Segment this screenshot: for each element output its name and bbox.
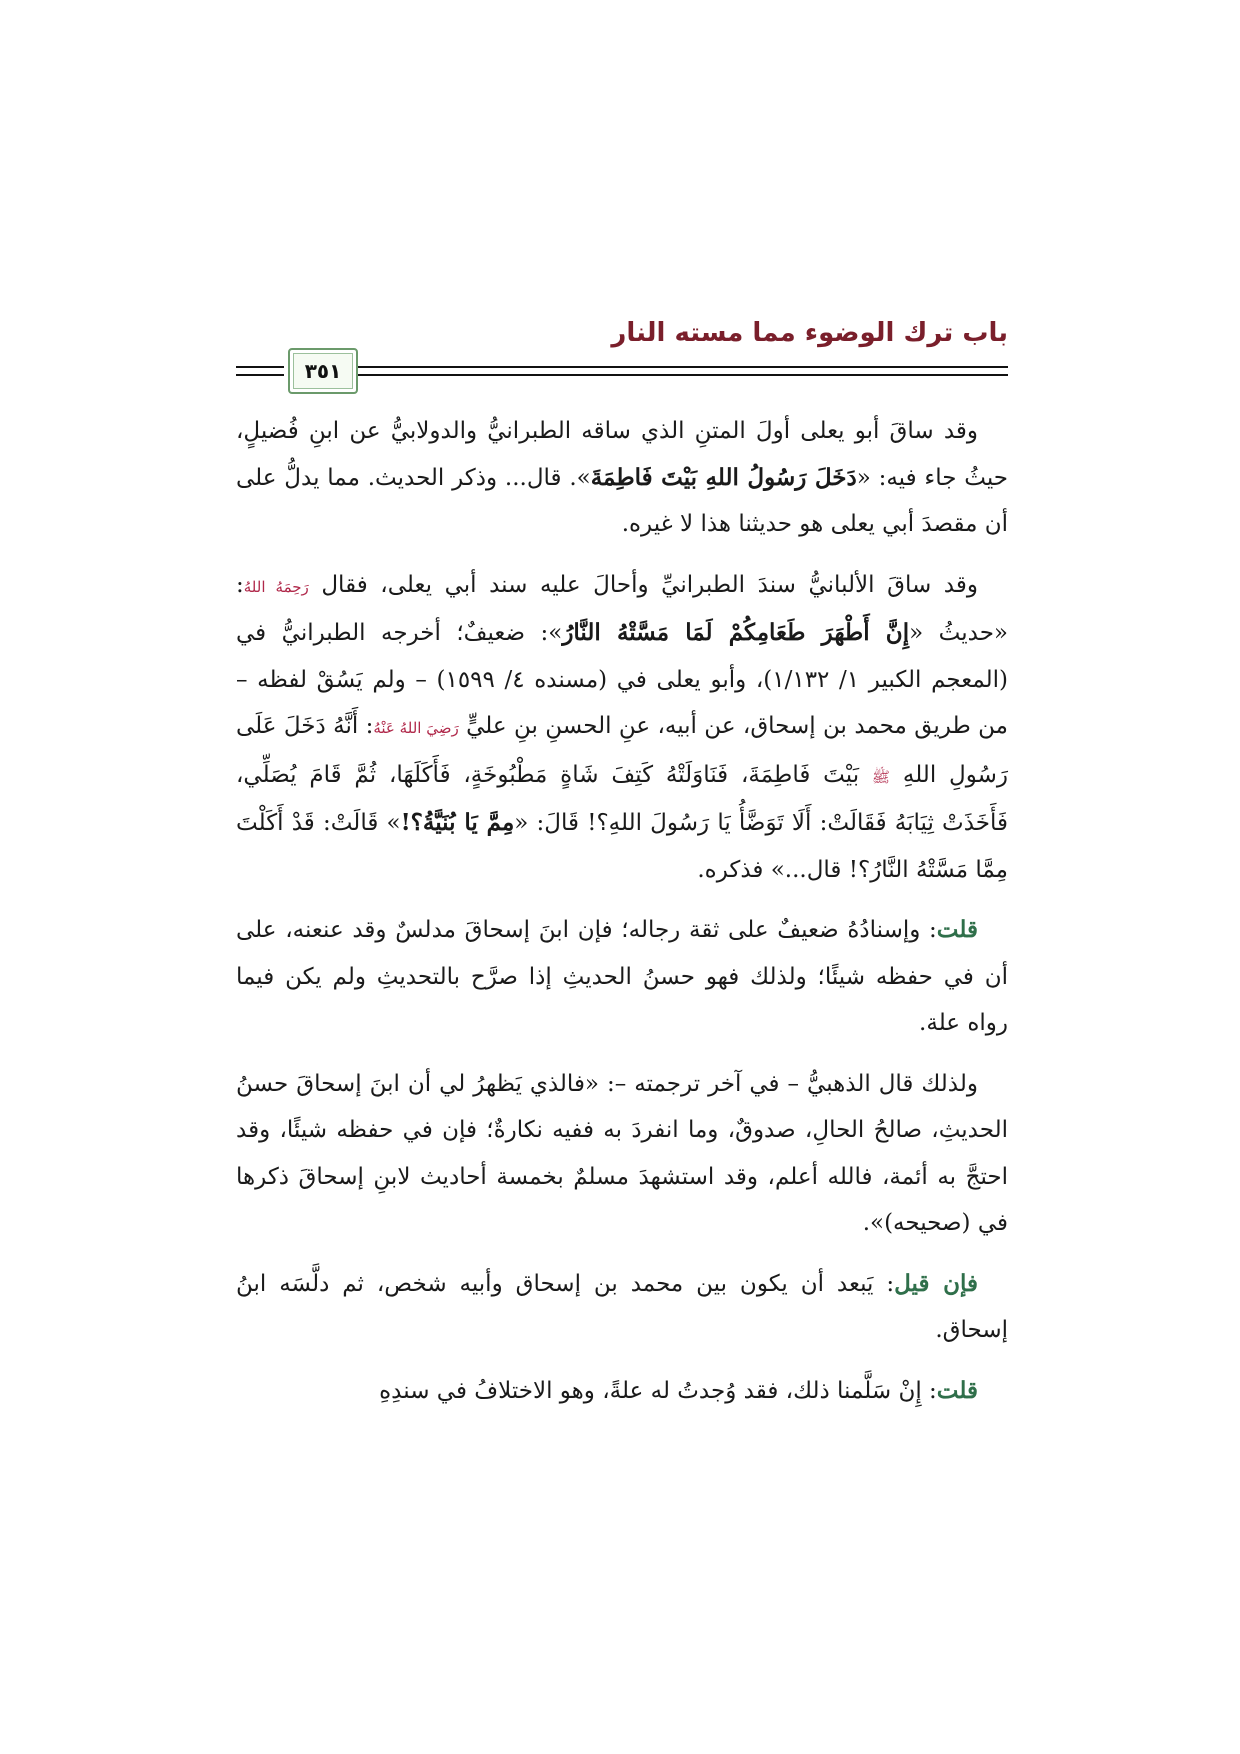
page-number: ٣٥١: [304, 359, 342, 383]
paragraph-p5: [236, 1261, 1008, 1354]
honorific-glyph: رَحِمَهُ اللهُ: [243, 577, 309, 596]
text-segment: وقد ساقَ الألبانيُّ سندَ الطبرانيِّ وأحالَ عليه سند أبي يعلى، فقال: [308, 571, 978, 598]
section-label: قلت: [936, 916, 978, 943]
text-segment: : «حديثُ «: [236, 571, 1008, 646]
text-segment: بَيْتَ فَاطِمَةَ، فَنَاوَلَتْهُ كَتِفَ شَاةٍ مَطْبُوخَةٍ، فَأَكَلَهَا، ثُمَّ قَامَ يُصَلِّي، فَأَخَذَتْ ثِيَابَهُ فَقَالَتْ: أَلَا تَوَضَّأُ يَا رَسُولَ اللهِ؟! قَالَ: «: [236, 761, 1008, 836]
paragraph-p6: [236, 1368, 1008, 1415]
text-segment: » قَالَتْ: قَدْ أَكَلْتَ مِمَّا مَسَّتْهُ النَّارُ؟! قال...» فذكره.: [236, 810, 1008, 883]
header-rule: [236, 366, 284, 368]
text-segment: ». قال... وذكر الحديث. مما يدلُّ على أن مقصدَ أبي يعلى هو حديثنا هذا لا غيره.: [236, 464, 1008, 537]
header-rule: [358, 374, 1008, 376]
text-segment: »: ضعيفٌ؛ أخرجه الطبرانيُّ في (المعجم الكبير ١/ ١/١٣٢)، وأبو يعلى في (مسنده ٤/ ١٥٩٩) – ولم يَسُقْ لفظه – من طريق محمد بن إسحاق، عن أبيه، عنِ الحسنِ بنِ عليٍّ: [236, 620, 1008, 739]
section-label: فإن قيل: [894, 1269, 978, 1297]
header-rule: [358, 366, 1008, 368]
text-segment: : أَنَّهُ دَخَلَ عَلَى رَسُولِ اللهِ: [236, 713, 1008, 788]
hadith-quote: دَخَلَ رَسُولُ اللهِ بَيْتَ فَاطِمَةَ: [590, 463, 857, 491]
text-segment: : إِنْ سَلَّمنا ذلك، فقد وُجدتُ له علةً، وهو الاختلافُ في سندِهِ: [379, 1377, 937, 1404]
chapter-title: باب ترك الوضوء مما مسته النار: [611, 318, 1008, 348]
honorific-glyph: رَضِيَ اللهُ عَنْهُ: [373, 719, 459, 737]
text-segment: : يَبعد أن يكون بين محمد بن إسحاق وأبيه شخص، ثم دلَّسَه ابنُ إسحاق.: [236, 1270, 1008, 1343]
paragraph-p4: [236, 1061, 1008, 1247]
text-segment: : وإسنادُهُ ضعيفٌ على ثقة رجاله؛ فإن ابنَ إسحاقَ مدلسٌ وقد عنعنه، على أن في حفظه شيئًا؛ ولذلك فهو حسنُ الحديثِ إذا صرَّح بالتحديثِ ولم يكن فيما رواه علة.: [236, 917, 1008, 1036]
page-body: [236, 408, 1008, 1428]
paragraph-p1: [236, 408, 1008, 548]
hadith-quote: مِمَّ يَا بُنَيَّةُ؟!: [400, 809, 515, 836]
header-rule: [236, 374, 284, 376]
hadith-quote: إِنَّ أَطْهَرَ طَعَامِكُمْ لَمَا مَسَّتْهُ النَّارُ: [562, 619, 910, 646]
paragraph-p2: [236, 562, 1008, 894]
honorific-glyph: ﷺ: [871, 767, 891, 786]
text-segment: وقد ساقَ أبو يعلى أولَ المتنِ الذي ساقه الطبرانيُّ والدولابيُّ عن ابنِ فُضيلٍ، حيثُ جاء فيه: «: [236, 418, 1008, 491]
section-label: قلت: [936, 1376, 978, 1404]
page-number-frame: [288, 348, 358, 394]
paragraph-p3: [236, 907, 1008, 1047]
page-header: [236, 318, 1008, 388]
text-segment: ولذلك قال الذهبيُّ – في آخر ترجمته –: «فالذي يَظهرُ لي أن ابنَ إسحاقَ حسنُ الحديثِ، صالحُ الحالِ، صدوقٌ، وما انفردَ به ففيه نكارةٌ؛ فإن في حفظه شيئًا، وقد احتجَّ به أئمة، فالله أعلم، وقد استشهدَ مسلمٌ بخمسة أحاديث لابنِ إسحاقَ ذكرها في (صحيحه)».: [236, 1070, 1008, 1236]
